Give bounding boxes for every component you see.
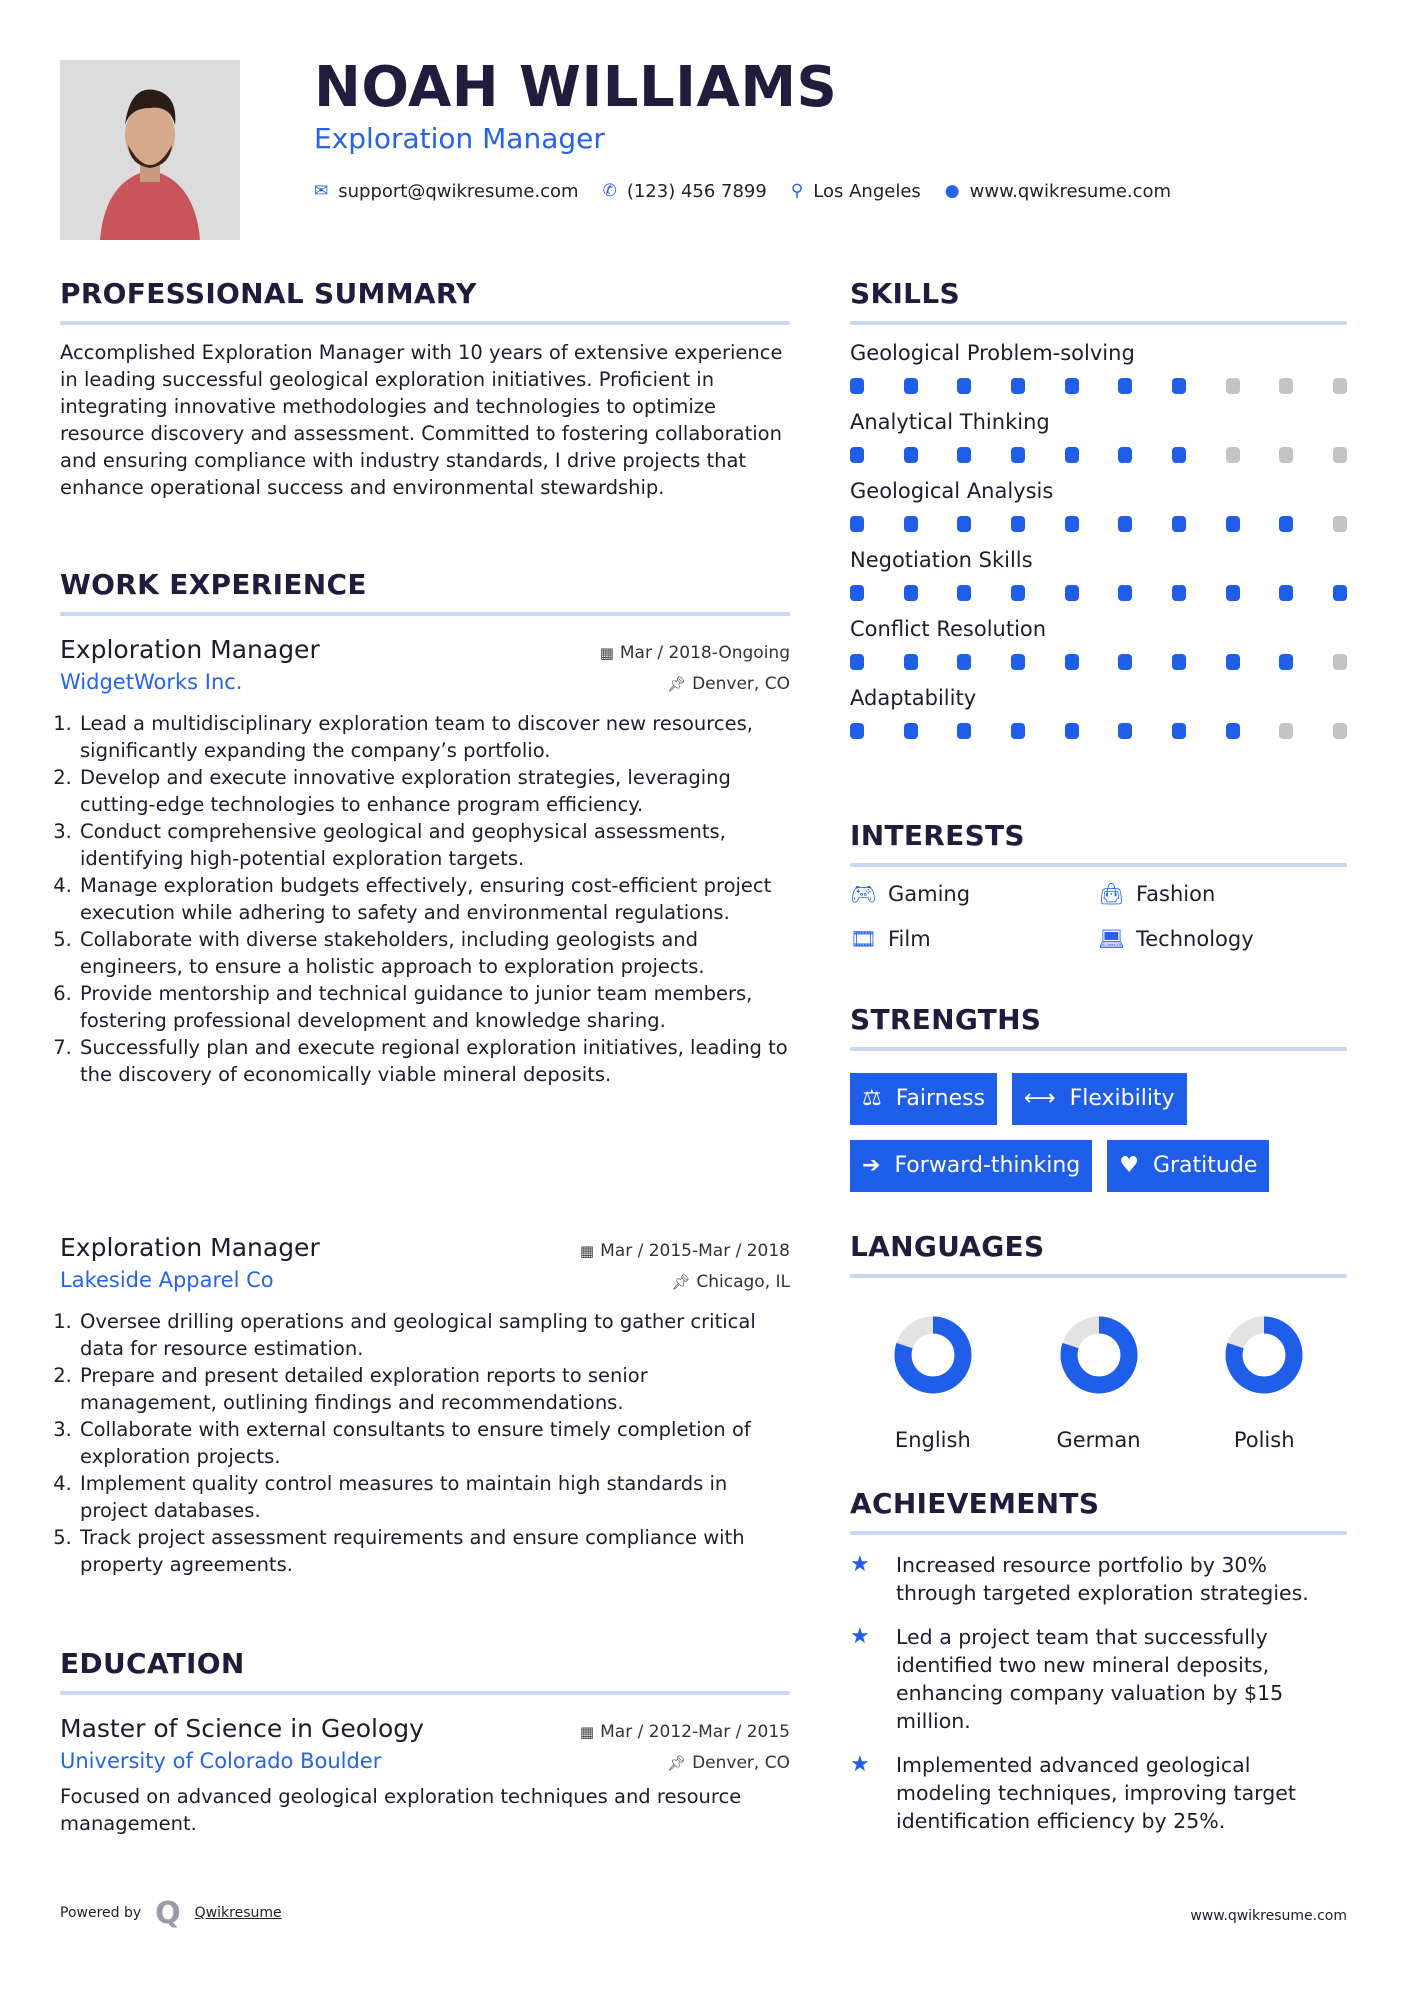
powered-by-text: Powered by — [60, 1905, 142, 1921]
map-pin-icon: ⚲ — [790, 181, 804, 201]
list-item: 2. Prepare and present detailed exploration reports to senior management, outlining findings and recommendations. — [78, 1362, 790, 1416]
education-location: Denver, CO — [692, 1753, 790, 1773]
section-heading: LANGUAGES — [850, 1230, 1045, 1263]
pushpin-icon: 📌︎ — [667, 1754, 687, 1772]
pushpin-icon: 📌︎ — [667, 675, 687, 693]
website-link[interactable]: www.qwikresume.com — [969, 181, 1172, 202]
skill-rating — [850, 585, 1347, 601]
strength-label: Fairness — [895, 1086, 986, 1111]
divider — [850, 863, 1347, 867]
achievement-text: Implemented advanced geological modeling techniques, improving target identification efficiency by 25%. — [896, 1753, 1296, 1833]
rating-dot-filled — [957, 516, 971, 532]
strength-label: Gratitude — [1152, 1153, 1258, 1178]
strengths-section — [850, 1003, 1347, 1192]
candidate-name: NOAH WILLIAMS — [314, 55, 838, 120]
rating-dot-empty — [1333, 378, 1347, 394]
rating-dot-empty — [1279, 378, 1293, 394]
strength-tag — [850, 1140, 1092, 1192]
divider — [850, 1047, 1347, 1051]
divider — [850, 1531, 1347, 1535]
globe-icon: ● — [944, 181, 960, 201]
list-item: 2. Develop and execute innovative exploration strategies, leveraging cutting-edge technologies to enhance program efficiency. — [78, 764, 790, 818]
arrow-right-icon: ➔ — [862, 1153, 881, 1178]
rating-dot-filled — [1172, 654, 1186, 670]
section-heading: WORK EXPERIENCE — [60, 568, 367, 601]
rating-dot-empty — [1333, 447, 1347, 463]
list-item: 3. Collaborate with external consultants to ensure timely completion of exploration projects. — [78, 1416, 790, 1470]
language-donut — [1056, 1312, 1142, 1398]
qwikresume-logo-icon: Q — [155, 1896, 181, 1931]
work-section — [60, 568, 790, 1088]
star-icon: ★ — [850, 1552, 870, 1577]
achievement-item — [850, 1551, 1347, 1607]
strength-tag — [850, 1073, 997, 1125]
achievement-text: Increased resource portfolio by 30% through targeted exploration strategies. — [896, 1553, 1309, 1605]
rating-dot-filled — [1011, 516, 1025, 532]
rating-dot-filled — [850, 378, 864, 394]
list-item: 4. Implement quality control measures to maintain high standards in project databases. — [78, 1470, 790, 1524]
rating-dot-filled — [1065, 516, 1079, 532]
section-heading: EDUCATION — [60, 1647, 245, 1680]
rating-dot-filled — [1172, 723, 1186, 739]
education-section — [60, 1647, 790, 1837]
language-name: German — [1056, 1428, 1141, 1452]
interest-item — [850, 881, 1098, 908]
rating-dot-filled — [1172, 585, 1186, 601]
job-bullets — [78, 710, 790, 1088]
contact-bar — [314, 178, 1171, 205]
skill-name: Negotiation Skills — [850, 548, 1033, 572]
rating-dot-filled — [957, 723, 971, 739]
language-item — [1016, 1312, 1182, 1454]
rating-dot-filled — [957, 585, 971, 601]
rating-dot-filled — [1065, 585, 1079, 601]
list-item: 1. Oversee drilling operations and geological sampling to gather critical data for resource estimation. — [78, 1308, 790, 1362]
skill-rating — [850, 447, 1347, 463]
divider — [850, 321, 1347, 325]
rating-dot-filled — [904, 516, 918, 532]
rating-dot-filled — [1011, 654, 1025, 670]
job-location: Chicago, IL — [696, 1272, 790, 1292]
skill-name: Conflict Resolution — [850, 617, 1047, 641]
phone-icon: ✆ — [602, 181, 617, 201]
job-date: Mar / 2018-Ongoing — [619, 643, 790, 663]
rating-dot-filled — [904, 447, 918, 463]
summary-section — [60, 277, 790, 501]
rating-dot-filled — [850, 447, 864, 463]
section-heading: SKILLS — [850, 277, 960, 310]
rating-dot-filled — [1118, 516, 1132, 532]
skill-rating — [850, 723, 1347, 739]
rating-dot-filled — [1065, 378, 1079, 394]
job-title: Exploration Manager — [60, 1233, 320, 1262]
rating-dot-filled — [1279, 654, 1293, 670]
skills-section — [850, 277, 1347, 739]
rating-dot-filled — [1172, 447, 1186, 463]
skill-item — [850, 476, 1347, 532]
calendar-icon: ▦ — [579, 1723, 595, 1741]
job-entry — [60, 1232, 790, 1578]
language-item — [850, 1312, 1016, 1454]
list-item: 6. Provide mentorship and technical guidance to junior team members, fostering professional development and knowledge sharing. — [78, 980, 790, 1034]
skill-item — [850, 683, 1347, 739]
interest-label: Film — [888, 927, 931, 951]
rating-dot-filled — [904, 585, 918, 601]
skills-list — [850, 338, 1347, 739]
rating-dot-filled — [1172, 516, 1186, 532]
skill-name: Geological Analysis — [850, 479, 1054, 503]
interest-item — [1098, 881, 1346, 908]
arrows-h-icon: ⟷ — [1024, 1086, 1056, 1111]
heart-icon: ♥ — [1119, 1153, 1139, 1178]
calendar-icon: ▦ — [579, 1242, 595, 1260]
calendar-icon: ▦ — [599, 644, 614, 662]
strength-tag — [1012, 1073, 1187, 1125]
skill-item — [850, 338, 1347, 394]
job-title: Exploration Manager — [60, 635, 320, 664]
rating-dot-filled — [1172, 378, 1186, 394]
summary-text: Accomplished Exploration Manager with 10 years of extensive experience in leading successful geological exploration initiatives. Proficient in integrating innovative methodologies and technologies to optimize resource discovery and assessment. Committed to fostering collaboration and ensuring compliance with industry standards, I drive projects that enhance operational success and environmental stewardship. — [60, 341, 783, 499]
rating-dot-filled — [904, 378, 918, 394]
rating-dot-filled — [1279, 585, 1293, 601]
school-name[interactable]: University of Colorado Boulder — [60, 1749, 382, 1773]
interest-label: Gaming — [888, 882, 971, 906]
section-heading: PROFESSIONAL SUMMARY — [60, 277, 477, 310]
rating-dot-empty — [1226, 447, 1240, 463]
interests-section — [850, 819, 1347, 953]
rating-dot-filled — [850, 723, 864, 739]
gamepad-icon: 🎮︎ — [850, 882, 877, 906]
star-icon: ★ — [850, 1624, 870, 1649]
achievements-section — [850, 1487, 1347, 1835]
rating-dot-filled — [1118, 447, 1132, 463]
rating-dot-filled — [1226, 723, 1240, 739]
education-date: Mar / 2012-Mar / 2015 — [600, 1722, 790, 1742]
balance-scale-icon: ⚖ — [862, 1086, 882, 1111]
rating-dot-filled — [1118, 378, 1132, 394]
skill-rating — [850, 654, 1347, 670]
rating-dot-filled — [1226, 585, 1240, 601]
skill-name: Geological Problem-solving — [850, 341, 1135, 365]
skill-item — [850, 545, 1347, 601]
job-entry — [60, 634, 790, 1088]
footer-website[interactable]: www.qwikresume.com — [1190, 1908, 1347, 1924]
pushpin-icon: 📌︎ — [671, 1273, 691, 1291]
rating-dot-empty — [1333, 654, 1347, 670]
star-icon: ★ — [850, 1752, 870, 1777]
rating-dot-filled — [850, 516, 864, 532]
rating-dot-filled — [957, 654, 971, 670]
rating-dot-empty — [1333, 723, 1347, 739]
rating-dot-filled — [1118, 585, 1132, 601]
strength-label: Flexibility — [1069, 1086, 1175, 1111]
divider — [60, 321, 790, 325]
location-text: Los Angeles — [813, 181, 921, 202]
rating-dot-filled — [1065, 654, 1079, 670]
divider — [60, 612, 790, 616]
education-description: Focused on advanced geological exploration techniques and resource management. — [60, 1785, 742, 1835]
language-name: English — [894, 1428, 971, 1452]
section-heading: ACHIEVEMENTS — [850, 1487, 1100, 1520]
rating-dot-filled — [1065, 723, 1079, 739]
interest-item — [1098, 926, 1346, 953]
list-item: 3. Conduct comprehensive geological and geophysical assessments, identifying high-potential exploration targets. — [78, 818, 790, 872]
rating-dot-empty — [1279, 723, 1293, 739]
skill-item — [850, 614, 1347, 670]
rating-dot-filled — [957, 378, 971, 394]
section-heading: STRENGTHS — [850, 1003, 1042, 1036]
degree-title: Master of Science in Geology — [60, 1714, 424, 1743]
language-donut — [1221, 1312, 1307, 1398]
list-item: 1. Lead a multidisciplinary exploration team to discover new resources, significantly expanding the company’s portfolio. — [78, 710, 790, 764]
achievement-text: Led a project team that successfully identified two new mineral deposits, enhancing company valuation by $15 million. — [896, 1625, 1284, 1733]
candidate-title: Exploration Manager — [314, 122, 605, 155]
rating-dot-filled — [850, 585, 864, 601]
rating-dot-filled — [1118, 723, 1132, 739]
skill-name: Adaptability — [850, 686, 977, 710]
laptop-icon: 💻︎ — [1098, 927, 1125, 951]
list-item: 5. Collaborate with diverse stakeholders, including geologists and engineers, to ensure a holistic approach to exploration projects. — [78, 926, 790, 980]
skill-item — [850, 407, 1347, 463]
interest-label: Technology — [1136, 927, 1254, 951]
achievement-item — [850, 1751, 1347, 1835]
interest-item — [850, 926, 1098, 953]
rating-dot-filled — [1011, 447, 1025, 463]
language-name: Polish — [1233, 1428, 1295, 1452]
phone-text: (123) 456 7899 — [626, 181, 767, 202]
skill-rating — [850, 516, 1347, 532]
divider — [60, 1691, 790, 1695]
rating-dot-filled — [904, 654, 918, 670]
list-item: 7. Successfully plan and execute regional exploration initiatives, leading to the discovery of economically viable mineral deposits. — [78, 1034, 790, 1088]
rating-dot-empty — [1226, 378, 1240, 394]
rating-dot-filled — [957, 447, 971, 463]
strength-label: Forward-thinking — [894, 1153, 1081, 1178]
skill-rating — [850, 378, 1347, 394]
rating-dot-filled — [1011, 378, 1025, 394]
job-date: Mar / 2015-Mar / 2018 — [600, 1241, 790, 1261]
interest-label: Fashion — [1136, 882, 1216, 906]
qwikresume-link[interactable]: Qwikresume — [194, 1905, 282, 1921]
rating-dot-filled — [1333, 585, 1347, 601]
profile-photo — [60, 60, 240, 240]
language-donut — [890, 1312, 976, 1398]
film-icon: 🎞︎ — [850, 927, 877, 951]
list-item: 4. Manage exploration budgets effectively, ensuring cost-efficient project execution while adhering to safety and environmental regulations. — [78, 872, 790, 926]
divider — [850, 1274, 1347, 1278]
rating-dot-filled — [904, 723, 918, 739]
rating-dot-filled — [1011, 585, 1025, 601]
skill-name: Analytical Thinking — [850, 410, 1050, 434]
rating-dot-filled — [1226, 654, 1240, 670]
rating-dot-empty — [1333, 516, 1347, 532]
achievement-item — [850, 1623, 1347, 1735]
list-item: 5. Track project assessment requirements and ensure compliance with property agreements. — [78, 1524, 790, 1578]
rating-dot-filled — [1279, 516, 1293, 532]
company-name[interactable]: Lakeside Apparel Co — [60, 1268, 274, 1292]
strength-tag — [1107, 1140, 1269, 1192]
languages-section — [850, 1230, 1347, 1454]
rating-dot-filled — [850, 654, 864, 670]
rating-dot-filled — [1065, 447, 1079, 463]
company-name[interactable]: WidgetWorks Inc. — [60, 670, 243, 694]
email-link[interactable]: support@qwikresume.com — [338, 181, 579, 202]
envelope-icon: ✉ — [314, 181, 329, 201]
job-location: Denver, CO — [692, 674, 790, 694]
rating-dot-filled — [1011, 723, 1025, 739]
language-item — [1181, 1312, 1347, 1454]
section-heading: INTERESTS — [850, 819, 1025, 852]
job-bullets — [78, 1308, 790, 1578]
footer-powered-by — [60, 1896, 282, 1931]
shopping-bag-icon: 👜︎ — [1098, 882, 1125, 906]
rating-dot-filled — [1226, 516, 1240, 532]
rating-dot-empty — [1279, 447, 1293, 463]
rating-dot-filled — [1118, 654, 1132, 670]
